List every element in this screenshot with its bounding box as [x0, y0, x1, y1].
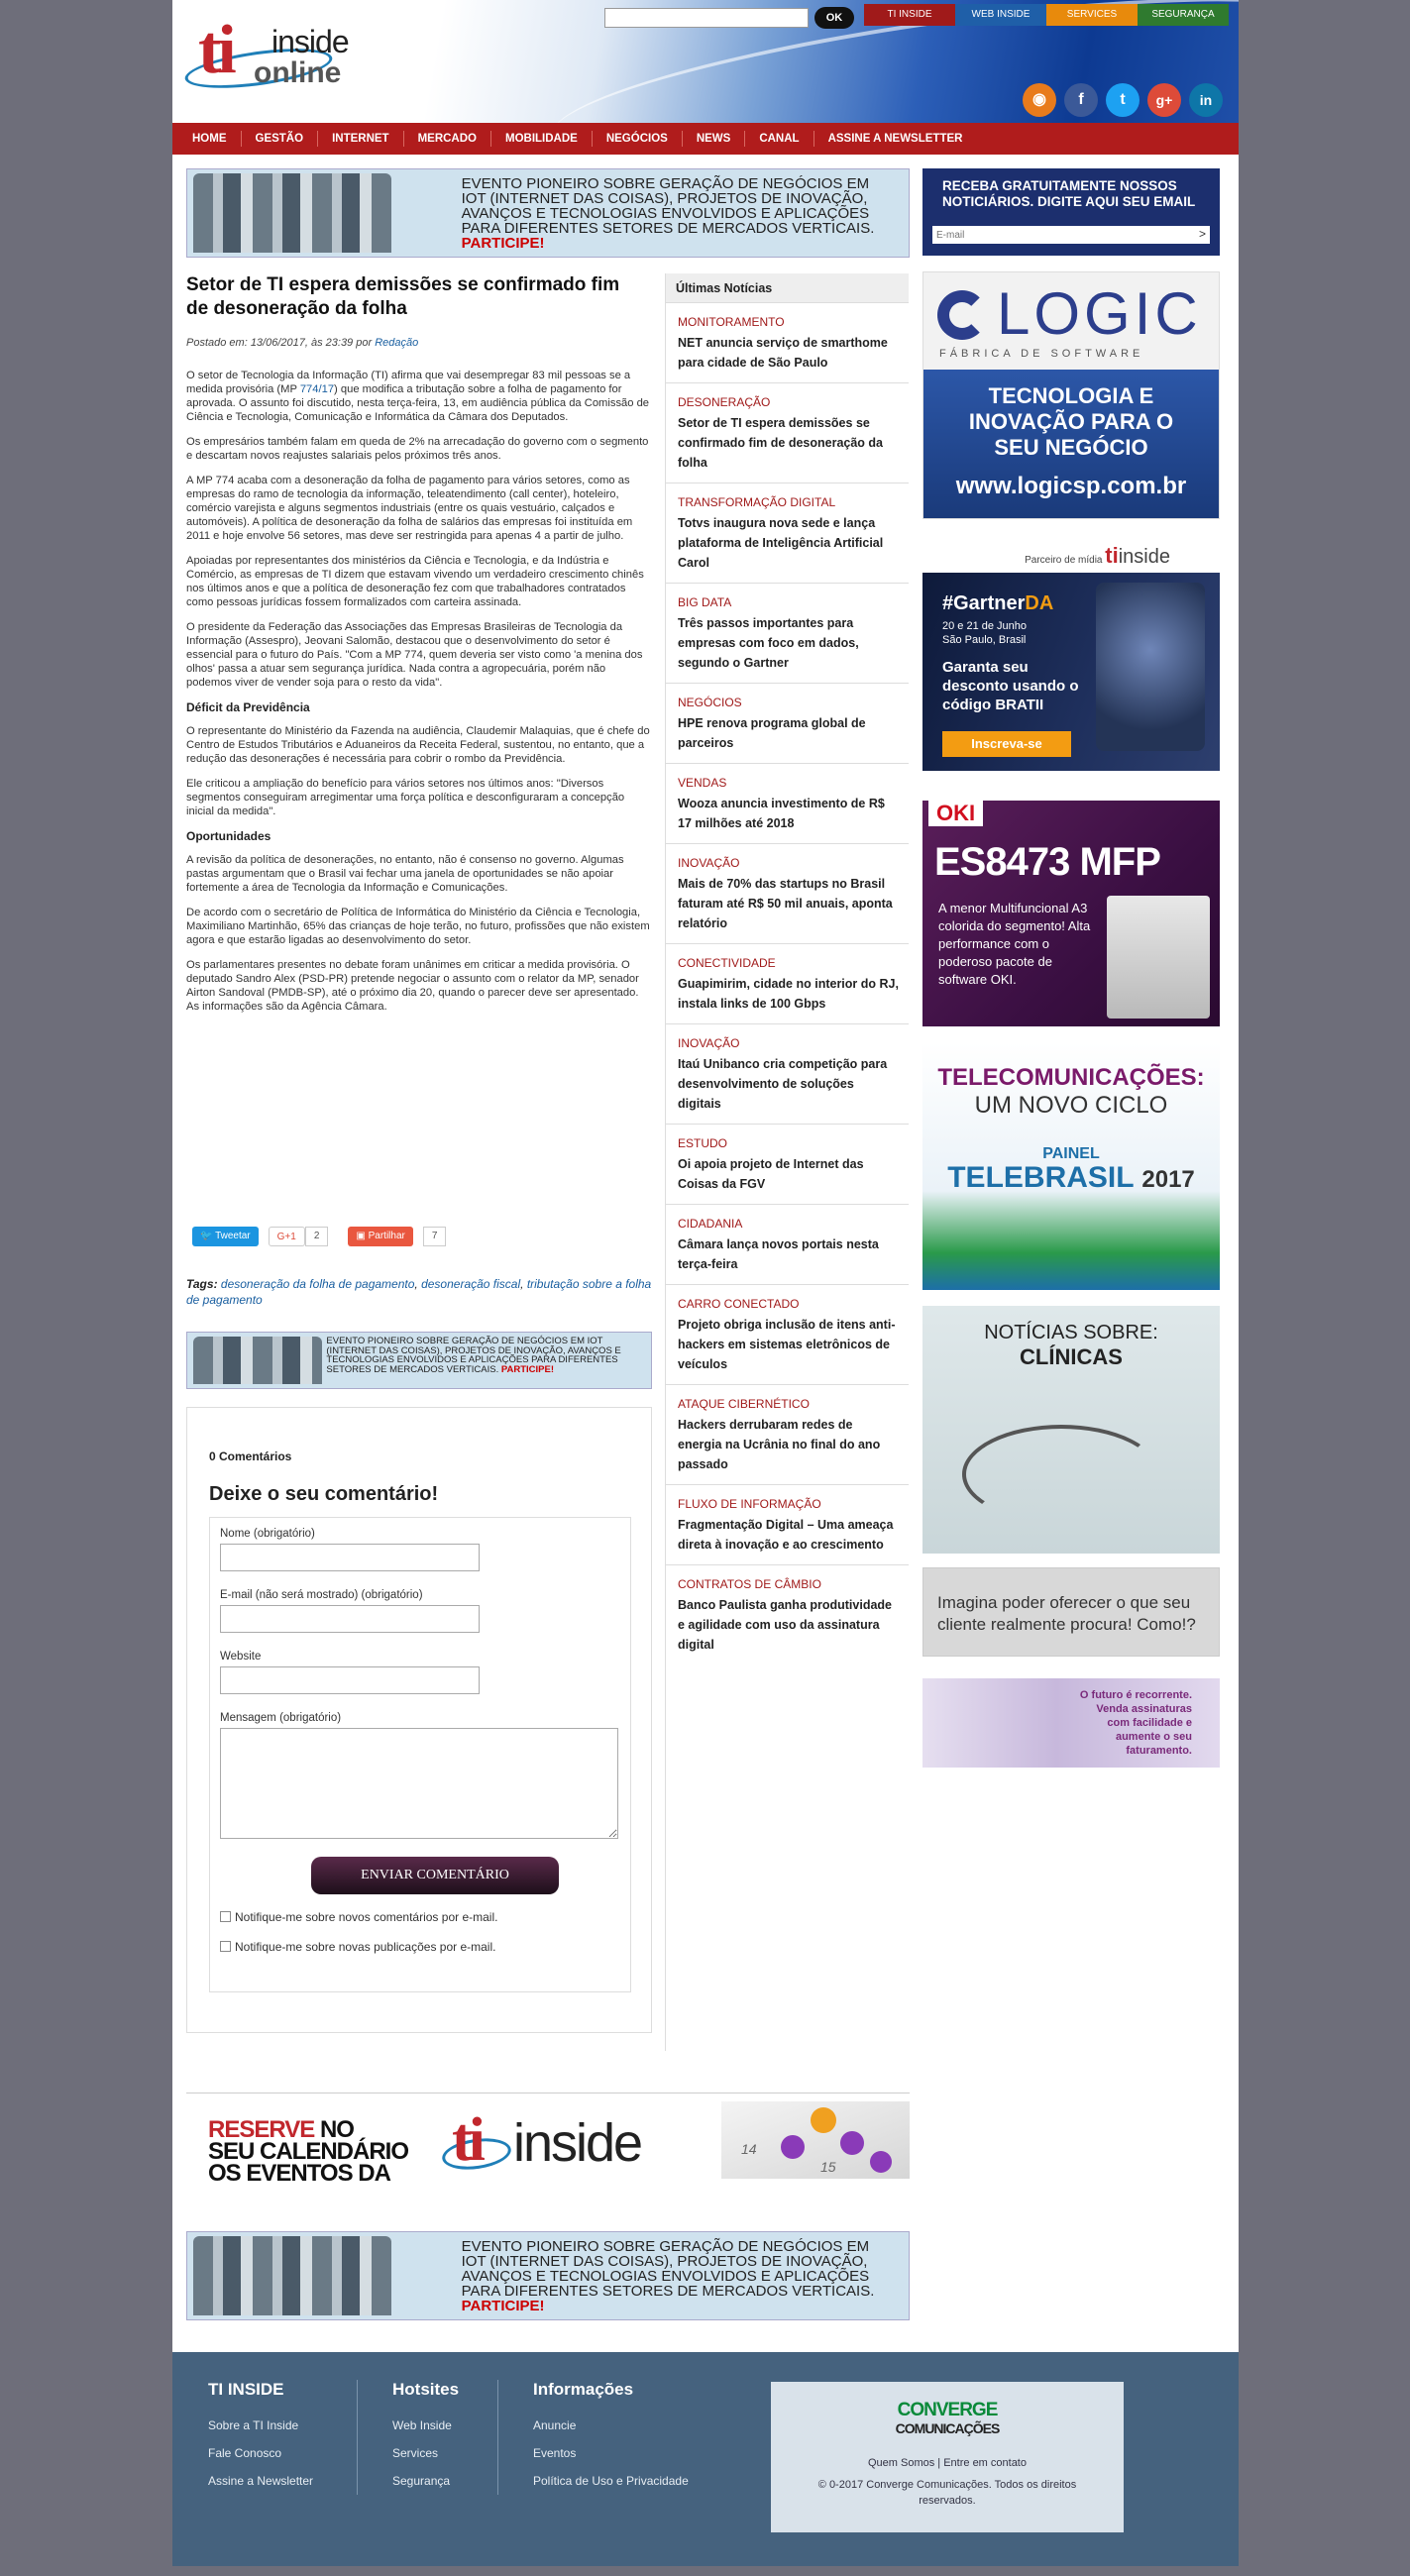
latest-news: [665, 273, 909, 2051]
website-label: Website: [220, 1651, 262, 1663]
submit-comment-button[interactable]: ENVIAR COMENTÁRIO: [311, 1857, 559, 1894]
logic-url: www.logicsp.com.br: [955, 473, 1187, 499]
googleplus-icon[interactable]: g+: [1147, 83, 1181, 117]
paragraph: Apoiadas por representantes dos ministérios da Ciência e Tecnologia, e da Indústria e Comércio, as empresas de TI dizem que estavam vivendo um verdadeiro crescimento chinês nos últimos anos e que a política de desoneração fez com que trabalhadores contratados como pessoas jurídicas fossem formalizados com carteira assinada.: [186, 555, 644, 608]
reserve-inside-logo: inside: [513, 2113, 642, 2173]
news-item[interactable]: [666, 1285, 909, 1385]
tag-link[interactable]: desoneração da folha de pagamento: [220, 1277, 415, 1291]
reserve-line2: SEU CALENDÁRIO: [208, 2138, 409, 2165]
email-label: E-mail (não será mostrado) (obrigatório): [220, 1589, 423, 1601]
article-meta: [186, 337, 418, 349]
news-item[interactable]: [666, 1024, 909, 1125]
share-label: Partilhar: [368, 1231, 405, 1241]
news-title[interactable]: NET anuncia serviço de smarthome para cidade de São Paulo: [678, 336, 888, 370]
paragraph: Os parlamentares presentes no debate foram unânimes em criticar a medida provisória. O deputado Sandro Alex (PSD-PR) pretende negociar o assunto com o relator da MP, senador Airton Sandoval (PMDB-SP), até o próximo dia 20, quando o parecer deve ser apresentado. As informações são da Agência Câmara.: [186, 959, 639, 1013]
paragraph: A MP 774 acaba com a desoneração da folha de pagamento para vários setores, como as empresas do ramo de tecnologia da informação, teleatendimento (call center), hoteleiro, comércio varejista e alguns segmentos industriais (entre os quais vestuário, calçados e automóveis). A política de desoneração da folha de salários das empresas foi instituída em 2011 e hoje envolve 56 setores, mas deve ser restringida para apenas 4 a partir de julho.: [186, 475, 633, 542]
message-field[interactable]: [220, 1728, 618, 1839]
footer-link[interactable]: Fale Conosco: [208, 2446, 282, 2460]
news-item[interactable]: [666, 1565, 909, 1664]
facebook-icon[interactable]: f: [1064, 83, 1098, 117]
news-item[interactable]: [666, 383, 909, 483]
tweet-button[interactable]: [192, 1227, 259, 1246]
tab-ti-inside[interactable]: TI INSIDE: [864, 4, 955, 26]
imagina-text: Imagina poder oferecer o que seu cliente realmente procura! Como!?: [937, 1593, 1196, 1634]
paragraph: A revisão da política de desonerações, no entanto, não é consenso no governo. Algumas pastas argumentam que o Brasil vai fechar uma janela de oportunidades se não apoiar fortemente a área de Tecnologia da Informação e Comunicações.: [186, 854, 624, 894]
news-category[interactable]: CARRO CONECTADO: [678, 1297, 800, 1311]
gplus-count: 2: [305, 1227, 329, 1246]
newsletter-submit-arrow[interactable]: >: [1198, 227, 1206, 241]
article-title: Setor de TI espera demissões se confirmado fim de desoneração da folha: [186, 274, 620, 319]
imagina-ad[interactable]: [922, 1567, 1220, 1657]
news-title[interactable]: Mais de 70% das startups no Brasil faturam até R$ 50 mil anuais, aponta relatório: [678, 877, 893, 930]
article-body: [186, 369, 652, 1024]
tele-title: TELECOMUNICAÇÕES:: [937, 1064, 1205, 1091]
converge-logo-line2: COMUNICAÇÕES: [895, 2420, 1000, 2436]
logic-title: LOGIC: [997, 280, 1202, 347]
footer-link[interactable]: Anuncie: [533, 2418, 577, 2432]
gplus-button[interactable]: G+1: [269, 1227, 305, 1246]
footer-link[interactable]: Services: [392, 2446, 439, 2460]
news-title[interactable]: HPE renova programa global de parceiros: [678, 716, 866, 750]
iot-devices-image: [193, 1337, 322, 1384]
tag-link[interactable]: desoneração fiscal: [421, 1277, 521, 1291]
nav-news[interactable]: NEWS: [683, 131, 746, 147]
comment-count: 0 Comentários: [209, 1449, 292, 1463]
news-item[interactable]: [666, 844, 909, 944]
newsletter-box: [922, 168, 1220, 256]
news-category[interactable]: ESTUDO: [678, 1136, 728, 1150]
news-title[interactable]: Wooza anuncia investimento de R$ 17 milhões até 2018: [678, 797, 885, 830]
news-item[interactable]: [666, 483, 909, 584]
news-title[interactable]: Projeto obriga inclusão de itens anti-hackers em sistemas eletrônicos de veículos: [678, 1318, 896, 1371]
paragraph: O representante do Ministério da Fazenda na audiência, Claudemir Malaquias, que é chefe do Centro de Estudos Tributários e Aduaneiros da Receita Federal, sustentou, no entanto, que a redução das desonerações é necessária para cobrir o rombo da Previdência.: [186, 725, 650, 765]
logic-slogan: TECNOLOGIA E INOVAÇÃO PARA O SEU NEGÓCIO: [968, 383, 1174, 460]
logic-subtitle: FÁBRICA DE SOFTWARE: [939, 348, 1144, 360]
text: ) que modifica a tributação sobre a folha de pagamento for aprovada. O assunto foi discutido, nesta terça-feira, 13, em audiência pública da Comissão de Ciência e Tecnologia, Comunicação e Informática da Câmara dos Deputados.: [186, 383, 650, 423]
subheading: Déficit da Previdência: [186, 700, 310, 714]
latest-news-heading: Últimas Notícias: [666, 273, 909, 303]
share-button[interactable]: [348, 1227, 412, 1246]
reserve-line3: OS EVENTOS DA: [208, 2160, 390, 2187]
tweet-label: Tweetar: [215, 1231, 251, 1241]
news-item[interactable]: [666, 1125, 909, 1205]
nav-canal[interactable]: CANAL: [745, 131, 813, 147]
iot-devices-image: [193, 2236, 391, 2315]
news-title[interactable]: Setor de TI espera demissões se confirmado fim de desoneração da folha: [678, 416, 883, 470]
news-title[interactable]: Totvs inaugura nova sede e lança plataforma de Inteligência Artificial Carol: [678, 516, 884, 570]
name-field[interactable]: [220, 1544, 480, 1571]
main-nav: [172, 123, 1239, 155]
pin-icon: [781, 2135, 805, 2159]
clinicas-ad[interactable]: [922, 1306, 1220, 1554]
news-category[interactable]: INOVAÇÃO: [678, 1036, 740, 1050]
footer-link[interactable]: Segurança: [392, 2474, 451, 2488]
notify-posts-label: Notifique-me sobre novas publicações por e-mail.: [235, 1940, 496, 1954]
converge-links[interactable]: Quem Somos | Entre em contato: [868, 2457, 1027, 2469]
news-category[interactable]: FLUXO DE INFORMAÇÃO: [678, 1497, 821, 1511]
subheading: Oportunidades: [186, 829, 271, 843]
tele-painel: PAINEL: [1042, 1145, 1100, 1162]
subscription-text: O futuro é recorrente. Venda assinaturas com facilidade e aumente o seu faturamento.: [1079, 1689, 1192, 1757]
tags: Tags: desoneração da folha de pagamento, desoneração fiscal, tributação sobre a folha de pagamento: [186, 1277, 652, 1307]
notify-posts-checkbox[interactable]: [220, 1940, 495, 1954]
email-field[interactable]: [220, 1605, 480, 1633]
paragraph: Ele criticou a ampliação do benefício para vários setores nos últimos anos: "Diversos segmentos conseguiram arregimentar uma força política e desconfiguraram a concepção inicial da medida".: [186, 778, 625, 817]
logic-c-icon: [937, 290, 987, 340]
nav-home[interactable]: HOME: [178, 131, 242, 147]
iot-banner-top[interactable]: [186, 168, 910, 258]
nav-mobilidade[interactable]: MOBILIDADE: [491, 131, 593, 147]
paragraph: De acordo com o secretário de Política de Informática do Ministério da Ciência e Tecnologia, Maximiliano Martinhão, 65% das crianças de hoje terão, no futuro, profissões que não existem agora e que estarão ligadas ao desenvolvimento do setor.: [186, 907, 650, 946]
comment-heading: Deixe o seu comentário!: [209, 1483, 439, 1505]
website-field[interactable]: [220, 1666, 480, 1694]
header: [172, 0, 1239, 123]
news-item[interactable]: [666, 684, 909, 764]
linkedin-icon[interactable]: in: [1189, 83, 1223, 117]
copyright: © 0-2017 Converge Comunicações. Todos os direitos reservados.: [817, 2479, 1077, 2507]
gartner-photo: [1096, 583, 1205, 751]
footer-col-title: TI INSIDE: [208, 2380, 284, 2399]
nav-newsletter[interactable]: ASSINE A NEWSLETTER: [827, 133, 963, 145]
clinicas-line2: CLÍNICAS: [1020, 1344, 1123, 1369]
rss-icon[interactable]: ◉: [1023, 83, 1056, 117]
footer-link[interactable]: Eventos: [533, 2446, 577, 2460]
logo-ti: ti: [198, 12, 233, 88]
twitter-icon[interactable]: t: [1106, 83, 1139, 117]
news-category[interactable]: DESONERAÇÃO: [678, 395, 771, 409]
posted-date: Postado em: 13/06/2017, às 23:39 por: [186, 337, 376, 349]
news-title[interactable]: Oi apoia projeto de Internet das Coisas da FGV: [678, 1157, 864, 1191]
share-icon: ▣: [356, 1231, 366, 1241]
share-count: 7: [423, 1227, 447, 1246]
logo-inside: inside: [271, 24, 349, 59]
news-title[interactable]: Fragmentação Digital – Uma ameaça direta à inovação e ao crescimento: [678, 1518, 894, 1552]
comments-section: [186, 1407, 652, 2033]
author-link[interactable]: Redação: [375, 337, 419, 349]
tele-subtitle: UM NOVO CICLO: [974, 1092, 1168, 1119]
share-bar: [192, 1227, 446, 1246]
clinicas-line1: NOTÍCIAS SOBRE:: [984, 1322, 1158, 1343]
oki-text: A menor Multifuncional A3 colorida do segmento! Alta performance com o poderoso pacote de software OKI.: [938, 901, 1091, 987]
news-category[interactable]: BIG DATA: [678, 595, 732, 609]
news-category[interactable]: MONITORAMENTO: [678, 315, 785, 329]
reserve-no: NO: [314, 2116, 354, 2143]
reserve-word: RESERVE: [208, 2116, 315, 2143]
oki-printer-image: [1107, 896, 1210, 1019]
iot-banner-cta: PARTICIPE!: [461, 2298, 545, 2315]
search-ok-button[interactable]: OK: [814, 7, 854, 29]
gartner-partner-label: Parceiro de mídia: [1025, 555, 1103, 566]
page-wrapper: [172, 0, 1239, 2566]
logic-ad[interactable]: [922, 271, 1220, 519]
footer-divider: [357, 2380, 358, 2495]
news-title[interactable]: Câmara lança novos portais nesta terça-feira: [678, 1237, 879, 1271]
calendar-pins-image: [721, 2101, 910, 2179]
top-site-tabs: [864, 4, 1229, 26]
news-item[interactable]: [666, 1385, 909, 1485]
news-title[interactable]: Hackers derrubaram redes de energia na Ucrânia no final do ano passado: [678, 1418, 881, 1471]
tab-web-inside[interactable]: WEB INSIDE: [955, 4, 1046, 26]
tele-event: TELEBRASIL: [947, 1161, 1135, 1194]
news-category[interactable]: NEGÓCIOS: [678, 696, 742, 709]
news-category[interactable]: CONECTIVIDADE: [678, 956, 776, 970]
iot-banner-text: EVENTO PIONEIRO SOBRE GERAÇÃO DE NEGÓCIOS EM IOT (INTERNET DAS COISAS), PROJETOS DE INOVAÇÃO, AVANÇOS E TECNOLOGIAS ENVOLVIDOS E APLICAÇÕES PARA DIFERENTES SETORES DE MERCADOS VERTICAIS.: [326, 1336, 621, 1375]
news-item[interactable]: [666, 303, 909, 383]
oki-brand: OKI: [928, 801, 983, 826]
iot-banner-cta: PARTICIPE!: [500, 1363, 555, 1375]
footer-link[interactable]: Assine a Newsletter: [208, 2474, 314, 2488]
news-item[interactable]: [666, 1205, 909, 1285]
tab-services[interactable]: SERVICES: [1046, 4, 1138, 26]
gartner-hashtag: #Gartner: [942, 592, 1026, 614]
gartner-date: 20 e 21 de Junho: [942, 620, 1028, 632]
news-item[interactable]: [666, 584, 909, 684]
site-logo[interactable]: [184, 12, 373, 95]
iot-banner-middle[interactable]: [186, 1332, 652, 1389]
iot-banner-bottom[interactable]: [186, 2231, 910, 2320]
iot-devices-image: [193, 173, 391, 253]
pin-icon: [811, 2107, 836, 2133]
calendar-day-15: 15: [820, 2159, 836, 2175]
reserve-ti-logo: ti: [452, 2106, 482, 2174]
gartner-city: São Paulo, Brasil: [942, 634, 1027, 646]
pin-icon: [840, 2131, 864, 2155]
telebrasil-ad[interactable]: [922, 1042, 1220, 1290]
news-category[interactable]: INOVAÇÃO: [678, 856, 740, 870]
calendar-day-14: 14: [741, 2141, 757, 2157]
news-title[interactable]: Três passos importantes para empresas com foco em dados, segundo o Gartner: [678, 616, 859, 670]
footer-col-tiinside: [208, 2380, 313, 2495]
iot-banner-cta: PARTICIPE!: [461, 235, 545, 253]
paragraph: Os empresários também falam em queda de 2% na arrecadação do governo com o segmento e descartam novos reajustes salariais pelos próximos três anos.: [186, 436, 649, 462]
footer-link[interactable]: Política de Uso e Privacidade: [533, 2474, 689, 2488]
gartner-inside-logo: inside: [1118, 546, 1170, 568]
nav-mercado[interactable]: MERCADO: [404, 131, 491, 147]
footer-link[interactable]: Sobre a TI Inside: [208, 2418, 299, 2432]
text: O setor de Tecnologia da Informação (TI) afirma que vai desempregar 83 mil pessoas se a medida provisória (MP: [186, 370, 631, 395]
nav-internet[interactable]: INTERNET: [318, 131, 404, 147]
news-category[interactable]: TRANSFORMAÇÃO DIGITAL: [678, 495, 836, 509]
social-links: [1023, 83, 1223, 117]
footer-col-title: Informações: [533, 2380, 634, 2399]
notify-comments-checkbox[interactable]: [220, 1910, 497, 1924]
news-item[interactable]: [666, 944, 909, 1024]
gartner-offer: Garanta seu desconto usando o código BRATII: [942, 659, 1079, 713]
news-title[interactable]: Banco Paulista ganha produtividade e agilidade com uso da assinatura digital: [678, 1598, 893, 1652]
reserve-calendar-banner[interactable]: [186, 2093, 910, 2187]
twitter-bird-icon: 🐦: [200, 1231, 213, 1241]
nav-gestao[interactable]: GESTÃO: [242, 131, 319, 147]
mp-link[interactable]: 774/17: [299, 383, 335, 395]
news-category[interactable]: VENDAS: [678, 776, 727, 790]
footer: [172, 2352, 1239, 2566]
subscription-ad[interactable]: [922, 1678, 1220, 1768]
footer-col-title: Hotsites: [392, 2380, 460, 2399]
converge-box: [771, 2382, 1124, 2532]
footer-divider: [497, 2380, 498, 2495]
news-category[interactable]: CONTRATOS DE CÂMBIO: [678, 1577, 821, 1591]
logo-online: online: [254, 56, 342, 89]
paragraph: O presidente da Federação das Associações das Empresas Brasileiras de Tecnologia da Informação (Assespro), Jeovani Salomão, destacou que o desenvolvimento do setor é essencial para o futuro do País. "Com a MP 774, quem deveria ser visto como 'a menina dos olhos' passa a atuar sem segurança jurídica. Nada contra a agropecuária, porém não podemos viver de vender soja para o resto da vida".: [186, 621, 643, 689]
newsletter-text: RECEBA GRATUITAMENTE NOSSOS NOTICIÁRIOS. DIGITE AQUI SEU EMAIL: [942, 178, 1196, 209]
news-category[interactable]: ATAQUE CIBERNÉTICO: [678, 1397, 810, 1411]
news-title[interactable]: Guapimirim, cidade no interior do RJ, instala links de 100 Gbps: [678, 977, 899, 1011]
tag-link[interactable]: tributação sobre a folha de pagamento: [186, 1277, 652, 1307]
footer-col-hotsites: [392, 2380, 459, 2495]
message-label: Mensagem (obrigatório): [220, 1712, 342, 1724]
stethoscope-icon: [962, 1425, 1160, 1524]
converge-logo[interactable]: [771, 2402, 1124, 2437]
pin-icon: [870, 2151, 892, 2173]
oki-ad[interactable]: [922, 801, 1220, 1026]
comment-form: [209, 1517, 631, 1992]
tags-label: Tags:: [186, 1277, 218, 1291]
gartner-ad[interactable]: [922, 539, 1220, 781]
tab-seguranca[interactable]: SEGURANÇA: [1138, 4, 1229, 26]
news-category[interactable]: CIDADANIA: [678, 1217, 743, 1231]
news-item[interactable]: [666, 764, 909, 844]
search-input[interactable]: [604, 8, 809, 28]
footer-link[interactable]: Web Inside: [392, 2418, 452, 2432]
converge-logo-line1: CONVERGE: [897, 2400, 998, 2420]
paragraph: [186, 369, 652, 424]
gartner-signup-button[interactable]: Inscreva-se: [942, 731, 1071, 757]
news-title[interactable]: Itaú Unibanco cria competição para desenvolvimento de soluções digitais: [678, 1057, 888, 1111]
news-item[interactable]: [666, 1485, 909, 1565]
newsletter-email-input[interactable]: [932, 226, 1210, 244]
gartner-hashtag-da: DA: [1025, 592, 1054, 614]
nav-negocios[interactable]: NEGÓCIOS: [593, 131, 683, 147]
iot-banner-text: EVENTO PIONEIRO SOBRE GERAÇÃO DE NEGÓCIOS EM IOT (INTERNET DAS COISAS), PROJETOS DE INOVAÇÃO, AVANÇOS E TECNOLOGIAS ENVOLVIDOS E APLICAÇÕES PARA DIFERENTES SETORES DE MERCADOS VERTICAIS.: [461, 175, 875, 238]
notify-comments-label: Notifique-me sobre novos comentários por e-mail.: [235, 1910, 498, 1924]
tele-year: 2017: [1141, 1166, 1195, 1193]
gartner-ti-logo: ti: [1105, 543, 1119, 568]
oki-model: ES8473 MFP: [934, 840, 1160, 884]
name-label: Nome (obrigatório): [220, 1528, 315, 1540]
iot-banner-text: EVENTO PIONEIRO SOBRE GERAÇÃO DE NEGÓCIOS EM IOT (INTERNET DAS COISAS), PROJETOS DE INOVAÇÃO, AVANÇOS E TECNOLOGIAS ENVOLVIDOS E APLICAÇÕES PARA DIFERENTES SETORES DE MERCADOS VERTICAIS.: [461, 2238, 875, 2301]
footer-col-info: [533, 2380, 689, 2495]
